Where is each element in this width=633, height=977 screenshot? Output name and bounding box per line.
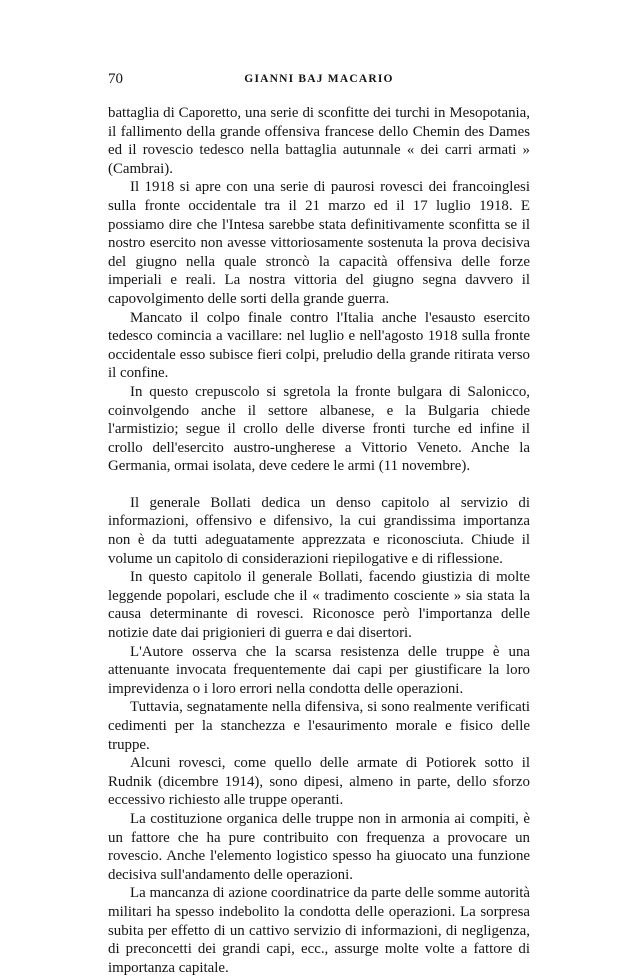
paragraph-8: Tuttavia, segnatamente nella difensiva, si sono realmente verificati cedimenti per la stanchezza e l'esaurimento morale e fisico delle truppe. — [108, 699, 530, 753]
paragraph-2: Il 1918 si apre con una serie di paurosi rovesci dei francoinglesi sulla fronte occidentale tra il 21 marzo ed il 17 luglio 1918. E possiamo dire che l'Intesa sarebbe stata definitivamente sconfitta se il nostro esercito non avesse vittoriosamente sostenuta la prova decisiva del giugno nella quale stroncò la capacità offensiva delle forze imperiali e reali. La nostra vittoria del giugno segna davvero il capovolgimento delle sorti della grande guerra. — [108, 179, 530, 307]
paragraph-6: In questo capitolo il generale Bollati, facendo giustizia di molte leggende popolari, esclude che il « tradimento cosciente » sia stata la causa determinante di rovesci. Riconosce però l'importanza delle notizie date dai prigionieri di guerra e dai disertori. — [108, 569, 530, 642]
page-header — [108, 68, 530, 90]
paragraph-3: Mancato il colpo finale contro l'Italia anche l'esausto esercito tedesco comincia a vacillare: nel luglio e nell'agosto 1918 sulla fronte occidentale esso subisce fieri colpi, preludio della grande ritirata verso il confine. — [108, 309, 530, 382]
running-head: GIANNI BAJ MACARIO — [244, 73, 394, 85]
paragraph-9: Alcuni rovesci, come quello delle armate di Potiorek sotto il Rudnik (dicembre 1914), sono dipesi, almeno in parte, dello sforzo eccessivo richiesto alle truppe operanti. — [108, 755, 530, 809]
body-text — [108, 104, 530, 977]
paragraph-11: La mancanza di azione coordinatrice da parte delle somme autorità militari ha spesso indebolito la condotta delle operazioni. La sorpresa subita per effetto di un cattivo servizio di informazioni, di negligenza, di preconcetti dei grandi capi, ecc., assurge molte volte a fattore di importanza capitale. — [108, 885, 530, 976]
page-number: 70 — [108, 71, 123, 87]
paragraph-1: battaglia di Caporetto, una serie di sconfitte dei turchi in Mesopotania, il fallimento della grande offensiva francese dello Chemin des Dames ed il rovescio tedesco nella battaglia autunnale « dei carri armati » (Cambrai). — [108, 105, 530, 177]
paragraph-5: Il generale Bollati dedica un denso capitolo al servizio di informazioni, offensivo e difensivo, la cui grandissima importanza non è da tutti adeguatamente apprezzata e riconosciuta. Chiude il volume un capitolo di considerazioni riepilogative e di riflessione. — [108, 494, 530, 567]
paragraph-7: L'Autore osserva che la scarsa resistenza delle truppe è una attenuante invocata frequentemente dai capi per giustificare la loro imprevidenza o i loro errori nella condotta delle operazioni. — [108, 643, 530, 697]
paragraph-4: In questo crepuscolo si sgretola la fronte bulgara di Salonicco, coinvolgendo anche il settore albanese, e la Bulgaria chiede l'armistizio; segue il crollo delle diverse fronti turche ed infine il crollo dell'esercito austro-ungherese a Vittorio Veneto. Anche la Germania, ormai isolata, deve cedere le armi (11 novembre). — [108, 383, 530, 475]
paragraph-10: La costituzione organica delle truppe non in armonia ai compiti, è un fattore che ha pure contribuito con frequenza a provocare un rovescio. Anche l'elemento logistico spesso ha giuocato una funzione decisiva sull'andamento delle operazioni. — [108, 810, 530, 883]
